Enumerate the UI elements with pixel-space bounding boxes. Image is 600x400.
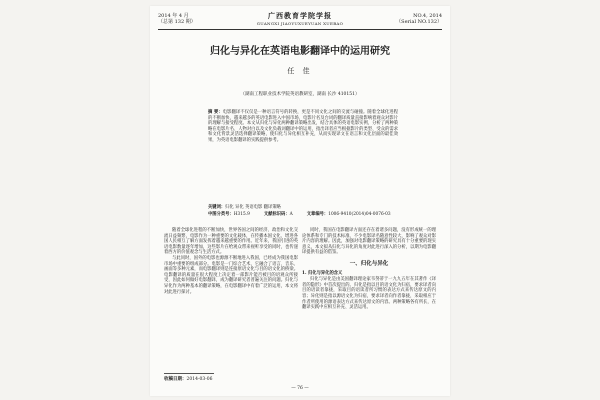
keywords: [208, 204, 398, 210]
article-number: 文章编号：1006-9410(2014)04-0076-03: [306, 212, 391, 217]
section-heading: 一、归化与异化: [349, 260, 389, 267]
abstract: [208, 110, 398, 144]
subsection-heading: 1. 归化与异化的含义: [302, 270, 343, 276]
clc-number: 中图分类号：H315.9: [208, 212, 250, 217]
article-author: 任 佳: [287, 67, 313, 75]
received-date: 收稿日期：2014-03-06: [164, 377, 213, 382]
document-code: 文献标识码：A: [263, 212, 293, 217]
header-divider: [158, 29, 442, 30]
author-affiliation: （湖南工程职业技术学院英语教研室，湖南 长沙 410151）: [240, 92, 360, 97]
body-paragraph: 同时，我国在电影翻译方面还存在着诸多问题，没有形成统一的理论体系和专门的技术标准，不少电影译名随意性较大，影响了观众对影片内容的理解。因此，加强对电影翻译策略的研究具有十分重要的现实意义，本文拟从归化与异化的角度对此进行深入的分析，以期为电影翻译提供有益的借鉴。: [302, 228, 436, 256]
header-issue-date: 2014 年 4 月 （总第 132 期）: [158, 13, 196, 25]
header-issue-number: NO.4, 2014 （Serial NO.132）: [396, 13, 442, 25]
keywords-text: 归化 异化 英语电影 翻译策略: [225, 205, 281, 210]
classification-meta: [208, 211, 398, 217]
keywords-label: 关键词：: [208, 205, 226, 210]
article-title: 归化与异化在英语电影翻译中的运用研究: [210, 46, 390, 57]
footnote-divider: [164, 373, 214, 374]
body-column-left: [164, 228, 298, 295]
body-paragraph: 归化与异化是由美国翻译理论家韦努蒂于一九九五年在其著作《译者的隐形》中首次提出的。归化是指以目的语文化为归宿，要求译者向目的语读者靠拢，采取目的语读者所习惯的表达方式来传达原文的内容；异化则是指以源语文化为归宿，要求译者向作者靠拢，采取相应于作者所使用的源语表达方式来传达原文的内容。两种策略各有所长，在翻译实践中应相互补充、灵活运用。: [302, 277, 436, 311]
page-number: — 76 —: [291, 386, 309, 391]
header-journal-name: 广西教育学院学报 GUANGXI JIAOYUXUEYUAN XUEBAO: [256, 11, 344, 26]
journal-page: [150, 6, 450, 396]
body-column-right: [302, 228, 436, 311]
abstract-label: 摘 要：: [208, 110, 223, 115]
body-paragraph: 随着全球化进程的不断加快，世界各国之间的经济、政治和文化交流日益频繁，电影作为一种重要的文化载体，在传播本国文化、增进各国人民相互了解方面发挥着越来越重要的作用。近年来，我国引进的英语电影数量逐年增加，这些影片在给观众带来视听享受的同时，也传递着西方的价值观念与生活方式。: [164, 228, 298, 256]
abstract-text: 电影翻译不仅仅是一种语言符号的转换，更是不同文化之间的交流与碰撞。随着全球化进程的不断加快，越来越多的英语电影进入中国市场，电影片名及台词的翻译质量直接影响着观众对影片的理解与接受程度。本文从归化与异化两种翻译策略出发，结合具体的英语电影实例，分析了两种策略在电影片名、人物对白以及文化负载词翻译中的运用，指出译者应当根据影片的类型、受众的需求和文化背景灵活选择翻译策略，使归化与异化相互补充，从而实现译文在语言和文化层面的最佳效果，为英语电影翻译的实践提供参考。: [208, 110, 398, 143]
body-paragraph: 与此同时，国外的电影也源源不断地进入我国，已经成为我国电影市场中重要的组成部分。电影是一门综合艺术，它融合了语言、音乐、画面等多种元素，而电影翻译则是连接原语文化与目的语文化的桥梁。电影翻译的质量在很大程度上决定着一部影片能否被目的语观众所接受，因此如何做好电影翻译，成为翻译研究者普遍关注的问题。归化与异化作为两种基本的翻译策略，在电影翻译中有着广泛的运用，本文将对此进行探讨。: [164, 255, 298, 295]
